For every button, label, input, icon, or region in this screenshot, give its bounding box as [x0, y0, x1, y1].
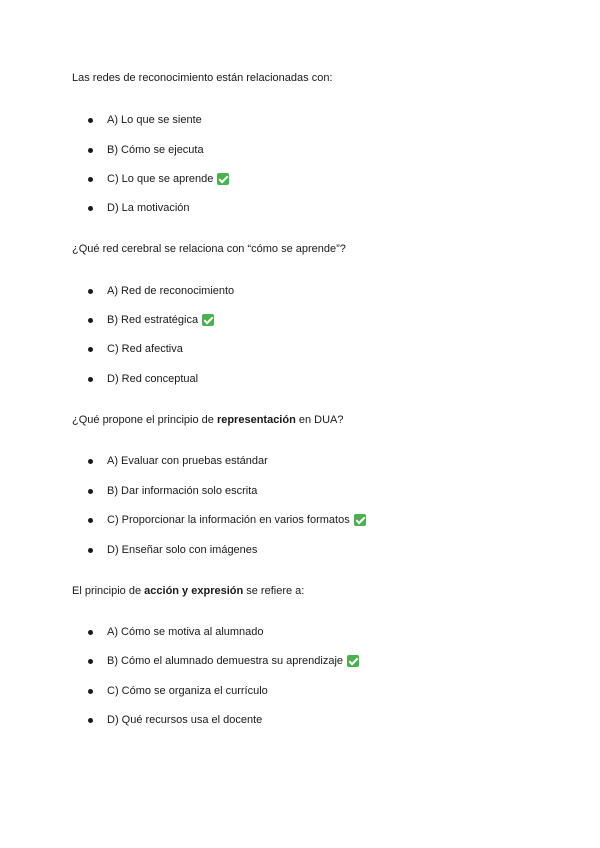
bullet-icon: [88, 518, 93, 523]
bullet-icon: [88, 659, 93, 664]
question-3-option-c: C) Proporcionar la información en varios formatos: [88, 513, 366, 527]
bullet-icon: [88, 318, 93, 323]
check-mark-button-icon: [354, 514, 366, 526]
question-2-option-a: A) Red de reconocimiento: [88, 284, 234, 298]
bullet-icon: [88, 148, 93, 153]
question-3-option-a: A) Evaluar con pruebas estándar: [88, 454, 268, 468]
bullet-icon: [88, 548, 93, 553]
question-1-option-b: B) Cómo se ejecuta: [88, 143, 204, 157]
bullet-icon: [88, 177, 93, 182]
bullet-icon: [88, 377, 93, 382]
question-3-option-d: D) Enseñar solo con imágenes: [88, 543, 257, 557]
question-1-option-a: A) Lo que se siente: [88, 113, 202, 127]
question-1-option-d: D) La motivación: [88, 201, 190, 215]
bullet-icon: [88, 347, 93, 352]
question-3-title: ¿Qué propone el principio de representación en DUA?: [72, 414, 344, 426]
question-3-option-b: B) Dar información solo escrita: [88, 484, 257, 498]
bullet-icon: [88, 489, 93, 494]
bullet-icon: [88, 630, 93, 635]
check-mark-button-icon: [202, 314, 214, 326]
question-1-option-c: C) Lo que se aprende: [88, 172, 229, 186]
question-4-option-a: A) Cómo se motiva al alumnado: [88, 625, 264, 639]
question-4-title: El principio de acción y expresión se refiere a:: [72, 585, 305, 597]
question-4-option-c: C) Cómo se organiza el currículo: [88, 684, 268, 698]
bullet-icon: [88, 718, 93, 723]
question-4-option-b: B) Cómo el alumnado demuestra su aprendizaje: [88, 654, 359, 668]
question-1-title: Las redes de reconocimiento están relacionadas con:: [72, 72, 333, 84]
question-2-option-d: D) Red conceptual: [88, 372, 198, 386]
check-mark-button-icon: [347, 655, 359, 667]
bullet-icon: [88, 118, 93, 123]
question-2-title: ¿Qué red cerebral se relaciona con “cómo se aprende”?: [72, 243, 346, 255]
bullet-icon: [88, 459, 93, 464]
bullet-icon: [88, 289, 93, 294]
question-4-option-d: D) Qué recursos usa el docente: [88, 713, 262, 727]
question-2-option-c: C) Red afectiva: [88, 342, 183, 356]
question-2-option-b: B) Red estratégica: [88, 313, 214, 327]
bullet-icon: [88, 206, 93, 211]
bullet-icon: [88, 689, 93, 694]
check-mark-button-icon: [217, 173, 229, 185]
